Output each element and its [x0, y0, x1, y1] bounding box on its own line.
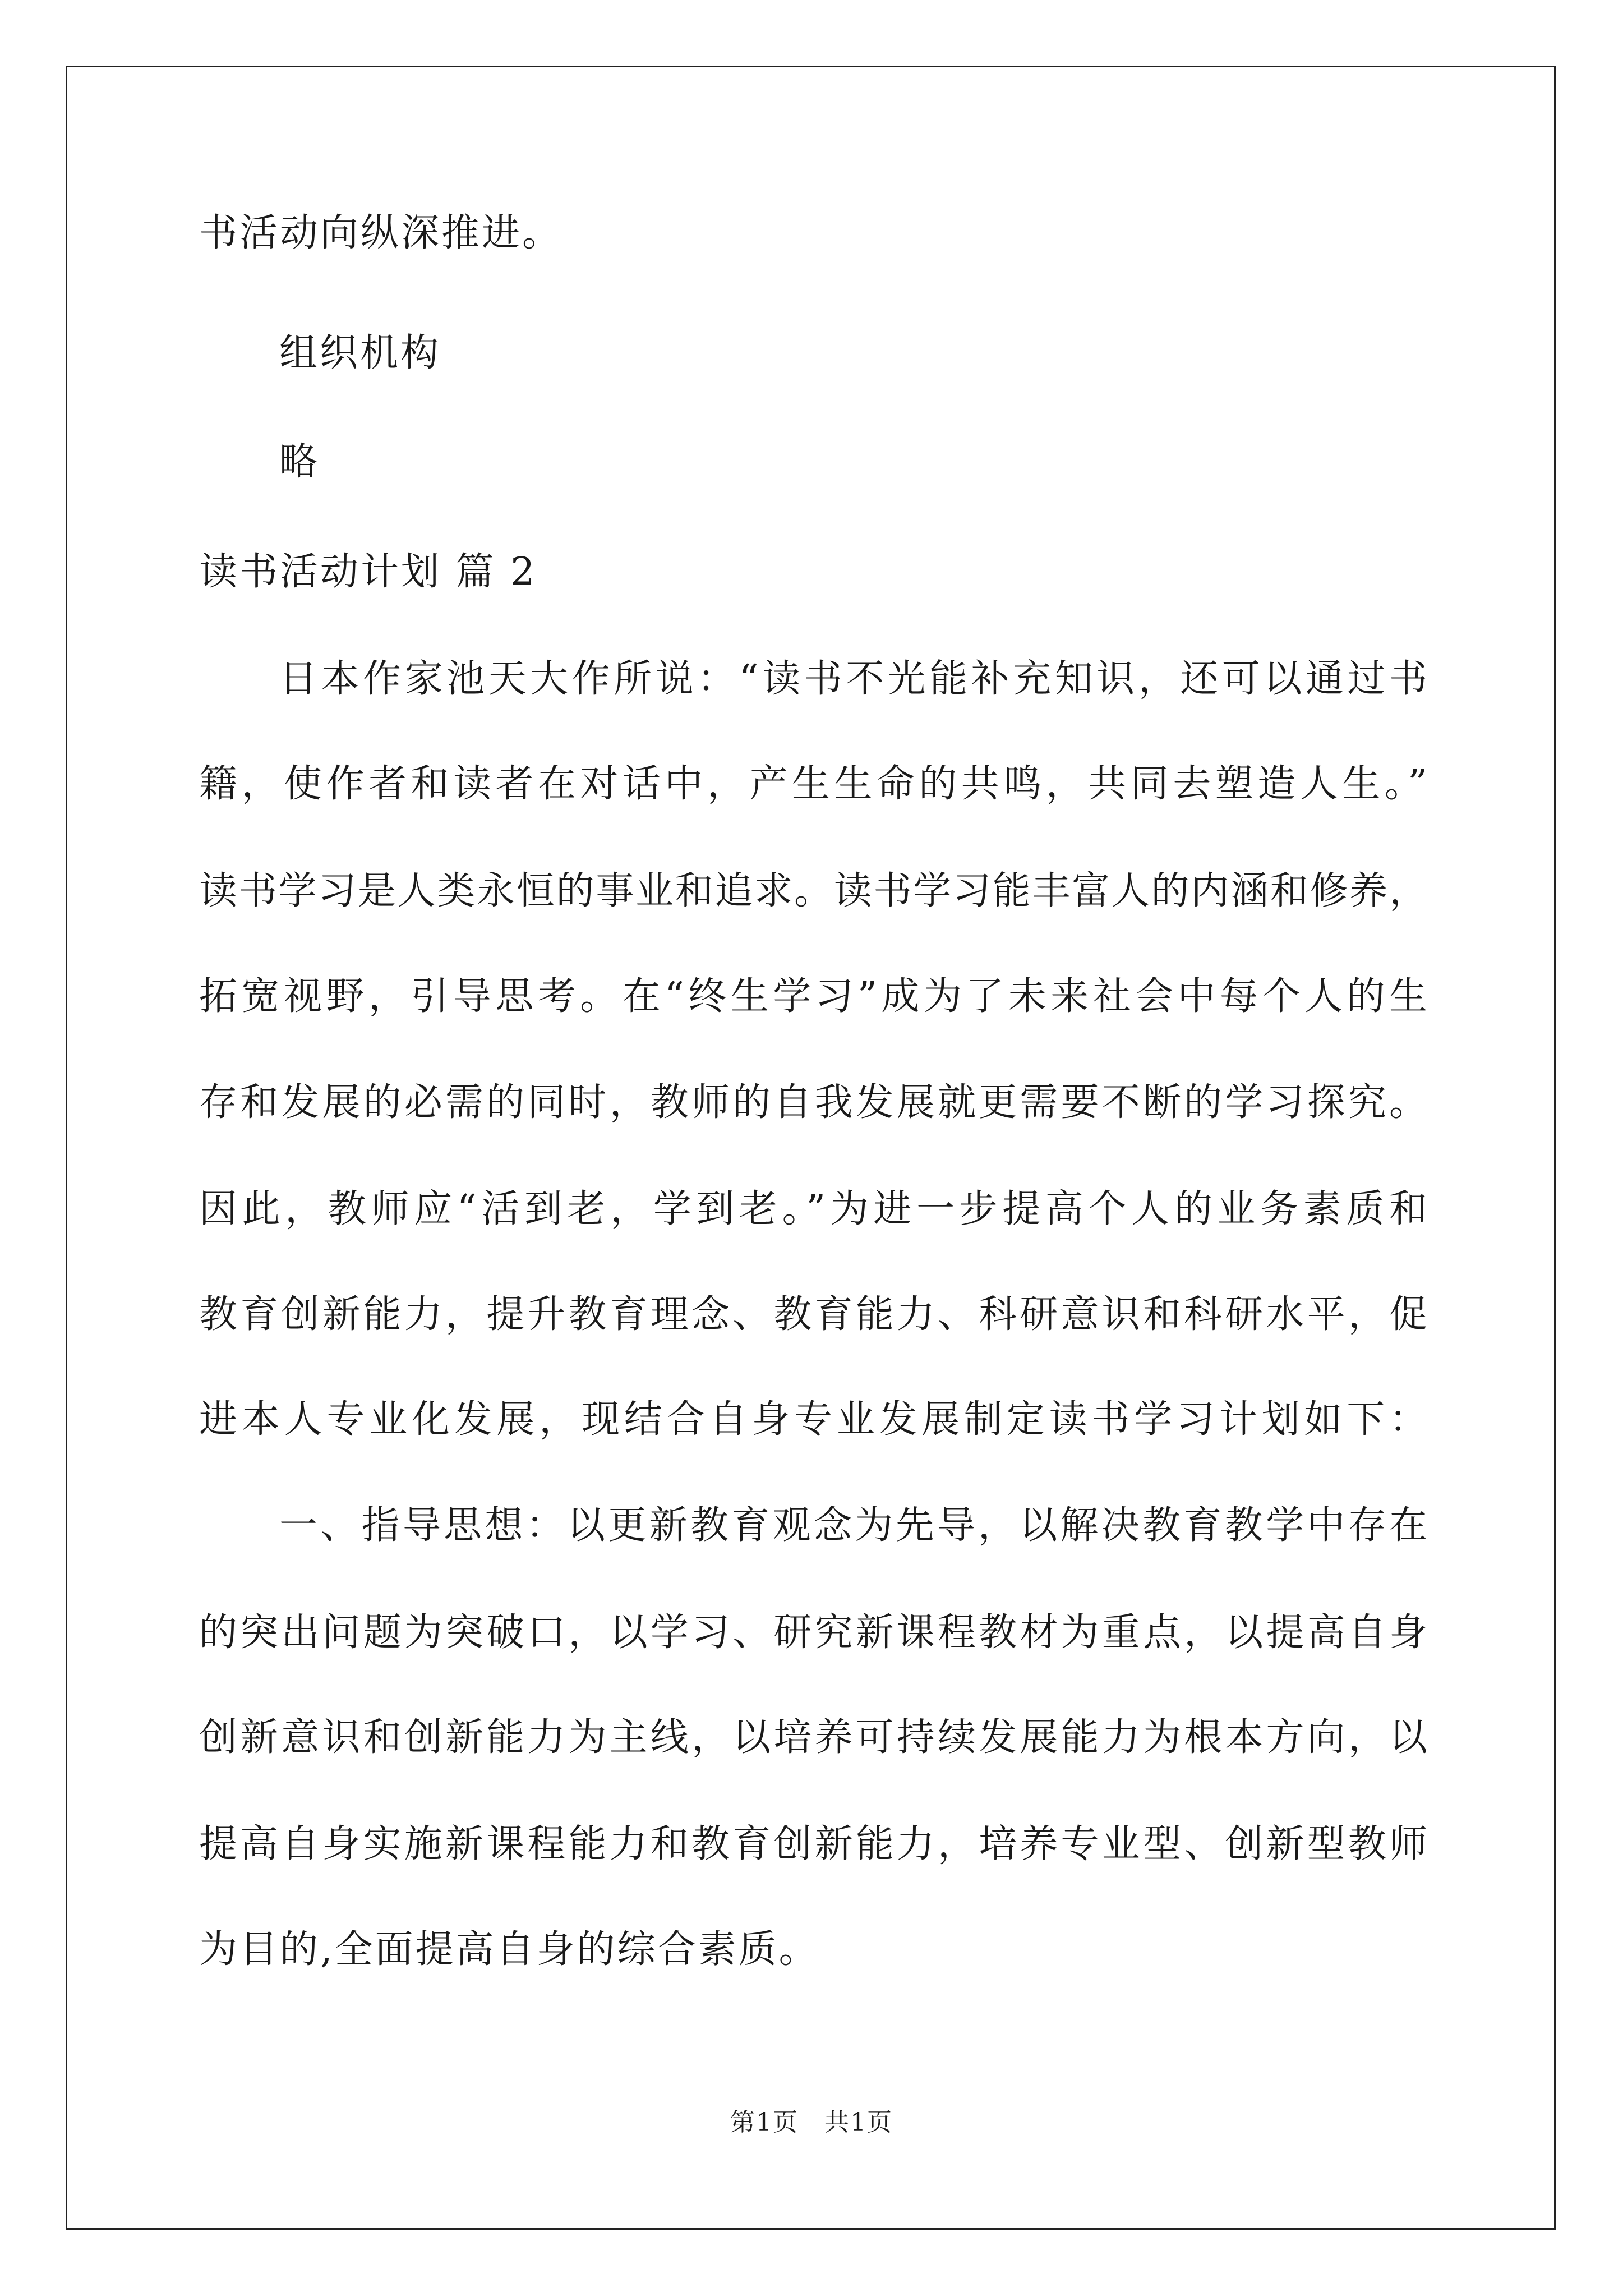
paragraph-line: 籍，使作者和读者在对话中，产生生命的共鸣，共同去塑造人生。” — [199, 762, 1427, 806]
page-number-footer: 第1页 共1页 — [730, 2108, 893, 2137]
paragraph-line: 教育创新能力，提升教育理念、教育能力、科研意识和科研水平，促 — [199, 1292, 1427, 1337]
paragraph-line: 提高自身实施新课程能力和教育创新能力，培养专业型、创新型教师 — [199, 1822, 1427, 1866]
paragraph-line: 日本作家池天大作所说：“读书不光能补充知识，还可以通过书 — [279, 657, 1427, 701]
paragraph-line: 存和发展的必需的同时，教师的自我发展就更需要不断的学习探究。 — [199, 1080, 1427, 1125]
paragraph-line: 一、指导思想：以更新教育观念为先导，以解决教育教学中存在 — [279, 1503, 1427, 1548]
paragraph-line: 创新意识和创新能力为主线，以培养可持续发展能力为根本方向，以 — [199, 1715, 1427, 1760]
article-title: 读书活动计划 篇 2 — [199, 550, 537, 594]
section-heading: 组织机构 — [279, 331, 441, 375]
paragraph-line: 进本人专业化发展，现结合自身专业发展制定读书学习计划如下： — [199, 1397, 1427, 1442]
paragraph-line: 拓宽视野，引导思考。在“终生学习”成为了未来社会中每个人的生 — [199, 974, 1427, 1019]
paragraph-line: 的突出问题为突破口，以学习、研究新课程教材为重点，以提高自身 — [199, 1611, 1427, 1655]
text-line: 书活动向纵深推进。 — [199, 211, 563, 255]
paragraph-line: 因此，教师应“活到老，学到老。”为进一步提高个人的业务素质和 — [199, 1187, 1427, 1231]
paragraph-line: 为目的,全面提高自身的综合素质。 — [199, 1927, 819, 1972]
text-line: 略 — [279, 440, 320, 484]
page-border — [66, 66, 1556, 2230]
paragraph-line: 读书学习是人类永恒的事业和追求。读书学习能丰富人的内涵和修养， — [199, 869, 1427, 913]
